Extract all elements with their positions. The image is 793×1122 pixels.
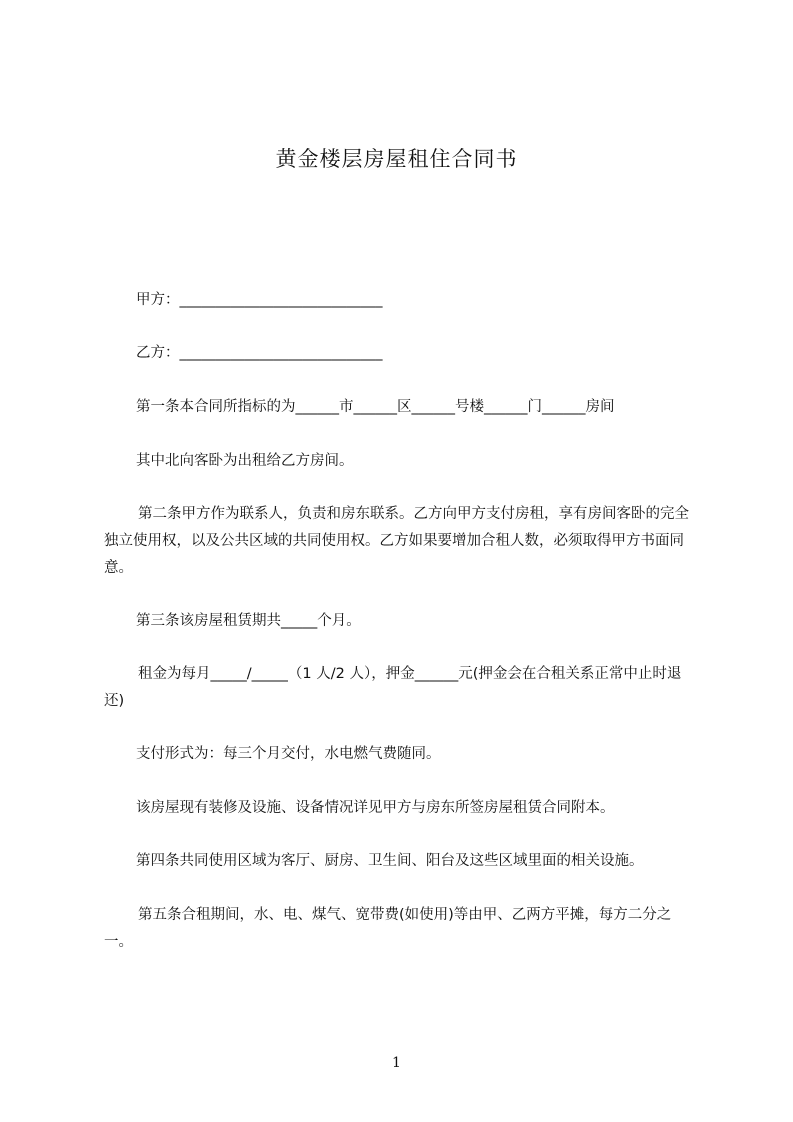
page-number: 1	[392, 1055, 401, 1071]
article-3: 第三条该房屋租赁期共_____个月。	[136, 613, 361, 629]
article-4: 第四条共同使用区域为客厅、厨房、卫生间、阳台及这些区域里面的相关设施。	[136, 853, 644, 869]
party-a-line: 甲方：____________________________	[136, 292, 383, 308]
payment-method-clause: 支付形式为：每三个月交付，水电燃气费随同。	[136, 746, 441, 762]
article-1-room-note: 其中北向客卧为出租给乙方房间。	[136, 453, 354, 469]
article-1: 第一条本合同所指标的为______市______区______号楼______门______房间	[136, 399, 615, 415]
document-title: 黄金楼层房屋租住合同书	[275, 147, 518, 171]
rent-deposit-clause: 租金为每月_____/_____（1 人/2 人），押金______元(押金会在合租关系正常中止时退还)	[104, 666, 682, 709]
party-b-line: 乙方：____________________________	[136, 345, 383, 361]
article-2: 第二条甲方作为联系人，负责和房东联系。乙方向甲方支付房租，享有房间客卧的完全独立使用权，以及公共区域的共同使用权。乙方如果要增加合租人数，必须取得甲方书面同意。	[104, 506, 689, 576]
facilities-clause: 该房屋现有装修及设施、设备情况详见甲方与房东所签房屋租赁合同附本。	[136, 800, 615, 816]
article-5: 第五条合租期间，水、电、煤气、宽带费(如使用)等由甲、乙两方平摊，每方二分之一。	[104, 907, 672, 950]
